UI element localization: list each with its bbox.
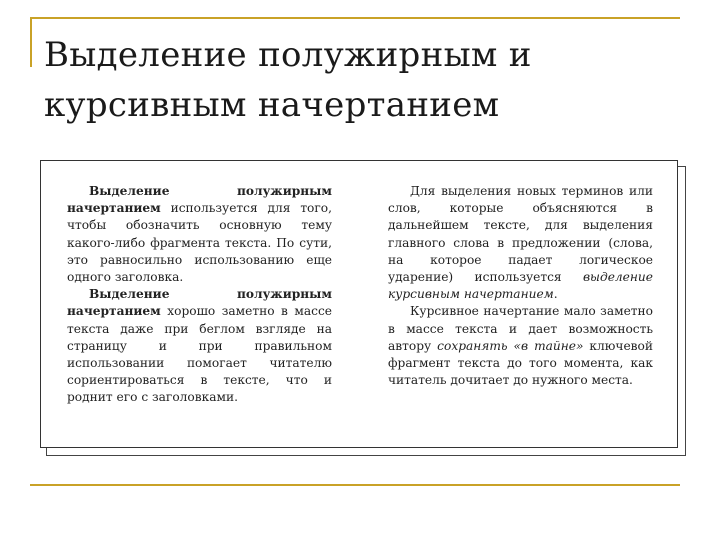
bold-term: Выделение полужирным начертанием <box>67 184 332 216</box>
italic-term: сохранять «в тайне» <box>437 338 584 353</box>
book-excerpt <box>40 160 678 448</box>
slide-title-line-1: Выделение полужирным и <box>44 35 532 75</box>
left-paragraph-2: Выделение полужирным начертанием хорошо заметно в массе текста даже при беглом взгляде на страницу и при правильном использовании помогает читателю сориентироваться в тексте, что и роднит его с заголовками. <box>67 287 332 405</box>
excerpt-left-column <box>67 183 332 407</box>
right-paragraph-2: Курсивное начертание мало заметно в массе текста и дает возможность автору сохранять «в тайне» ключевой фрагмент текста до того момента, как читатель дочитает до нужного места. <box>388 304 653 388</box>
bottom-accent-rule <box>30 484 680 486</box>
excerpt-right-column <box>388 183 653 389</box>
slide-title-line-2: курсивным начертанием <box>44 85 500 125</box>
italic-term: выделение курсивным начертанием <box>388 270 653 302</box>
top-accent-rule <box>30 17 680 19</box>
left-paragraph-1: Выделение полужирным начертанием используется для того, чтобы обозначить основную тему какого-либо фрагмента текста. По сути, это равносильно использованию еще одного заголовка. <box>67 184 332 285</box>
slide-title <box>44 30 664 130</box>
right-paragraph-1: Для выделения новых терминов или слов, которые объясняются в дальнейшем тексте, для выделения главного слова в предложении (слова, на которое падает логическое ударение) используется выделение курсивным начертанием. <box>388 184 653 302</box>
bold-term: Выделение полужирным начертанием <box>67 287 332 319</box>
left-accent-rule <box>30 17 32 67</box>
